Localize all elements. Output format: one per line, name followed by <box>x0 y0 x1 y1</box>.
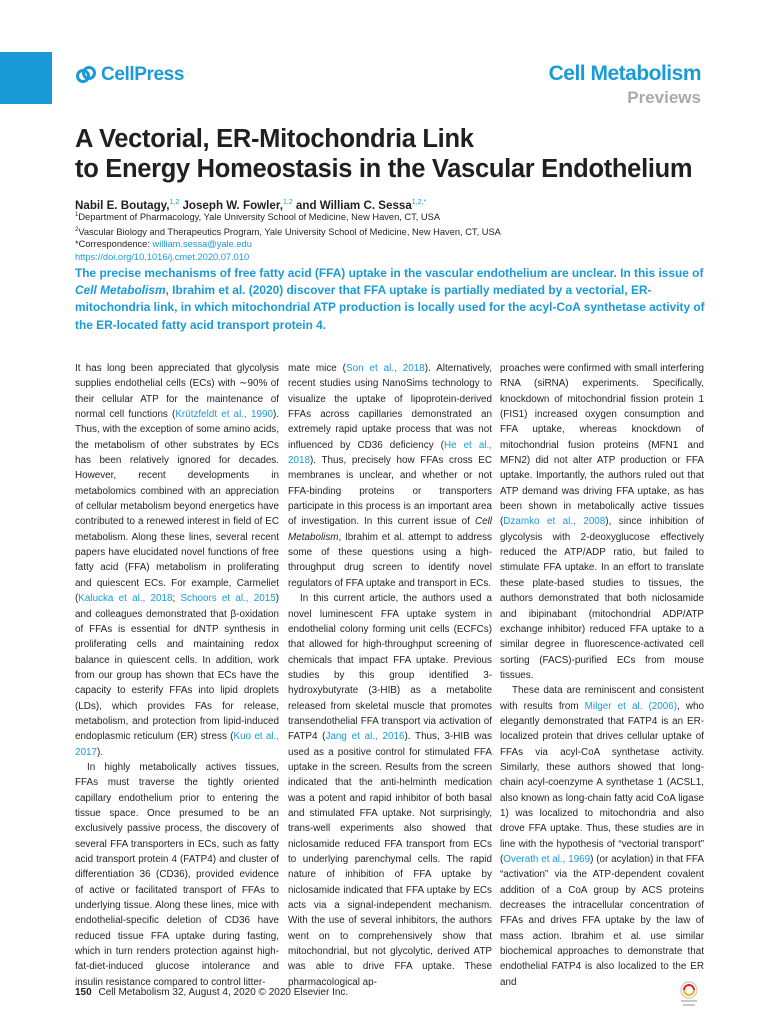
citation-link[interactable]: Schoors et al., 2015 <box>180 593 276 605</box>
affiliation-2: $^2$Vascular Biology and Therapeutics Program, Yale University School of Medicine, New Haven, CT, USA <box>75 226 501 237</box>
logo-text: CellPress <box>101 64 185 85</box>
citation-link[interactable]: Jang et al., 2016 <box>325 731 405 743</box>
doi <box>75 251 501 264</box>
correspondence: *Correspondence: william.sessa@yale.edu <box>75 239 252 250</box>
citation-link[interactable]: Kuo et al., 2017 <box>75 731 279 758</box>
title-line-2: to Energy Homeostasis in the Vascular Endothelium <box>75 155 693 183</box>
cellpress-logo-icon <box>75 65 97 85</box>
abstract-journal-name: Cell Metabolism <box>75 283 166 298</box>
body-column-1 <box>75 361 279 990</box>
author-name: Nabil E. Boutagy, <box>75 198 170 212</box>
body-paragraph: In this current article, the authors used a novel luminescent FFA uptake system in endothelial colony forming unit cells (ECFCs) that allowed for high-throughput screening of chemicals that impact FFA uptake. Previous studies by this group identified 3-hydroxybutyrate (3-HIB) as a metabolite released from skeletal muscle that promotes transendothelial FFA transport via activation of FATP4 (Jang et al., 2016). Thus, 3-HIB was used as a positive control for stimulated FFA uptake in the screen. Results from the screen indicated that the anti-helminth medication was a potent and rapid inhibitor of both basal and stimulated FFA uptake. Not surprisingly, trans-well experiments also showed that niclosamide reduced FFA transport from ECs to underlying parenchymal cells. The rapid nature of inhibition of FFA uptake by niclosamide indicated that FFA uptake by ECs acts via a signal-independent mechanism. With the use of several inhibitors, the authors went on to comprehensively show that mitochondrial, but not glycolytic, derived ATP was able to drive FFA uptake. These pharmacological ap- <box>288 593 492 988</box>
author-name: Joseph W. Fowler, <box>179 198 283 212</box>
author-affil-sup: 1,2,* <box>411 199 427 206</box>
citation-link[interactable]: Overath et al., 1969 <box>503 854 591 865</box>
author-affil-sup: 1,2 <box>169 199 180 206</box>
citation-link[interactable]: Dzamko et al., 2008 <box>503 516 606 528</box>
body-paragraph: These data are reminiscent and consistent with results from Milger et al. (2006), who elegantly demonstrated that FATP4 is an ER-localized protein that drives cellular uptake of FFAs via acyl-CoA synthetase activity. Similarly, these authors showed that long-chain acyl-coenzyme A synthetase 1 (ACSL1, also known as long-chain fatty acid CoA ligase 1) was localized to mitochondria and also drove FFA uptake. Thus, these studies are in line with the hypothesis of “vectorial transport” (Overath et al., 1969) (or acylation) in that FFA “activation” via the ATP-dependent covalent addition of a CoA group by ACS proteins decreases the intracellular concentration of FFAs and drives FFA uptake by the law of mass action. Ibrahim et al. use similar biochemical approaches to demonstrate that endothelial FATP4 is also localized to the ER and <box>500 685 704 988</box>
citation-link[interactable]: Kalucka et al., 2018 <box>78 593 173 605</box>
page-number: 150 <box>75 987 92 998</box>
body-paragraph: proaches were confirmed with small interfering RNA (siRNA) experiments. Specifically, knockdown of mitochondrial fission protein 1 (FIS1) increased oxygen consumption and FFA uptake, whereas knockdown of mitochondrial fusion proteins (MFN1 and MFN2) did not alter ATP production or FFA uptake. Importantly, the authors ruled out that ATP demand was driving FFA uptake, as has been shown in metabolically active tissues (Dzamko et al., 2008), since inhibition of glycolysis with 2-deoxyglucose effectively reduced the ATP/ADP ratio, but failed to stimulate FFA uptake. In an effort to translate these plate-based studies to tissues, the authors demonstrated that both niclosamide and ibipinabant (mitochondrial ADP/ATP exchange inhibitor) reduced FFA uptake to a similar degree in fluorescence-activated cell sorting (FACS)-purified ECs from mouse tissues. <box>500 363 704 681</box>
cellpress-logo[interactable] <box>75 64 184 86</box>
abstract: The precise mechanisms of free fatty acid (FFA) uptake in the vascular endothelium are unclear. In this issue of Cell Metabolism, Ibrahim et al. (2020) discover that FFA uptake is partially mediated by a vectorial, ER-mitochondria link, in which mitochondrial ATP production is locally used for the acyl-CoA synthetase activity of the ER-located fatty acid transport protein 4. <box>75 266 705 332</box>
correspondence-email-link[interactable]: william.sessa@yale.edu <box>152 239 252 250</box>
author-name: and William C. Sessa <box>292 198 412 212</box>
body-paragraph: It has long been appreciated that glycolysis supplies endothelial cells (ECs) with ∼90% of their cellular ATP for the maintenance of normal cell functions (Krützfeldt et al., 1990). Thus, with the exception of some amino acids, the metabolism of other substrates by ECs has been relatively ignored for decades. However, recent developments in metabolomics combined with an appreciation of cellular metabolism beyond energetics have contributed to a renewed interest in field of EC metabolism. Along these lines, several recent papers have elucidated novel functions of free fatty acid (FFA) metabolism in proliferating and quiescent ECs. For example, Carmeliet (Kalucka et al., 2018; Schoors et al., 2015) and colleagues demonstrated that β-oxidation of FFAs is essential for dNTP synthesis in proliferating cells and maintaining redox balance in quiescent cells. In addition, work from our group has shown that ECs have the capacity to esterify FFAs into lipid droplets (LDs), which provides FAs for release, metabolism, and protection from lipid-induced endoplasmic reticulum (ER) stress (Kuo et al., 2017). <box>75 363 280 758</box>
body-paragraph: In highly metabolically actives tissues, FFAs must traverse the tightly oriented capillary endothelium prior to entering the tissue space. Once presumed to be an exclusively passive process, the discovery of several FFA transporters in ECs, such as fatty acid transport protein 4 (FATP4) and cluster of differentiation 36 (CD36), provided evidence of active or facilitated transport of FFAs to underlying tissue. Along these lines, mice with endothelial-specific deletion of CD36 have reduced tissue FFA uptake during fasting, which in turn renders protection against high-fat-diet-induced glucose intolerance and insulin resistance compared to control litter- <box>75 761 279 988</box>
journal-name: Cell Metabolism <box>548 62 701 85</box>
check-for-updates-icon[interactable] <box>677 980 701 1008</box>
article-title <box>75 124 715 184</box>
section-color-tab <box>0 52 52 104</box>
citation-link[interactable]: Milger et al. (2006) <box>584 700 678 712</box>
body-column-3 <box>500 361 704 990</box>
footer-citation: Cell Metabolism 32, August 4, 2020 © 2020 Elsevier Inc. <box>98 987 349 998</box>
citation-link[interactable]: He et al., 2018 <box>288 439 492 467</box>
author-affil-sup: 1,2 <box>282 199 293 206</box>
body-paragraph: mate mice (Son et al., 2018). Alternatively, recent studies using NanoSims technology to visualize the uptake of lipoprotein-derived FFAs across capillaries demonstrated an extremely rapid uptake process that was not influenced by CD36 deficiency (He et al., 2018). Thus, precisely how FFAs cross EC membranes is unclear, and whether or not FFA-binding proteins or transporters participate in this process is an important area of investigation. In this current issue of Cell Metabolism, Ibrahim et al. attempt to address some of these questions using a high-throughput drug screen to identify novel regulators of FFA uptake and transport in ECs. <box>288 363 492 589</box>
section-label: Previews <box>627 88 701 107</box>
affiliations <box>75 209 501 263</box>
body-column-2 <box>288 361 492 990</box>
citation-link[interactable]: Krützfeldt et al., 1990 <box>175 409 273 421</box>
citation-link[interactable]: Son et al., 2018 <box>345 363 425 374</box>
page-footer <box>75 987 348 998</box>
doi-link[interactable]: https://doi.org/10.1016/j.cmet.2020.07.010 <box>75 251 250 262</box>
journal-header <box>549 61 701 109</box>
title-line-1: A Vectorial, ER-Mitochondria Link <box>75 125 474 153</box>
affiliation-1: $^1$Department of Pharmacology, Yale University School of Medicine, New Haven, CT, USA <box>75 212 441 223</box>
